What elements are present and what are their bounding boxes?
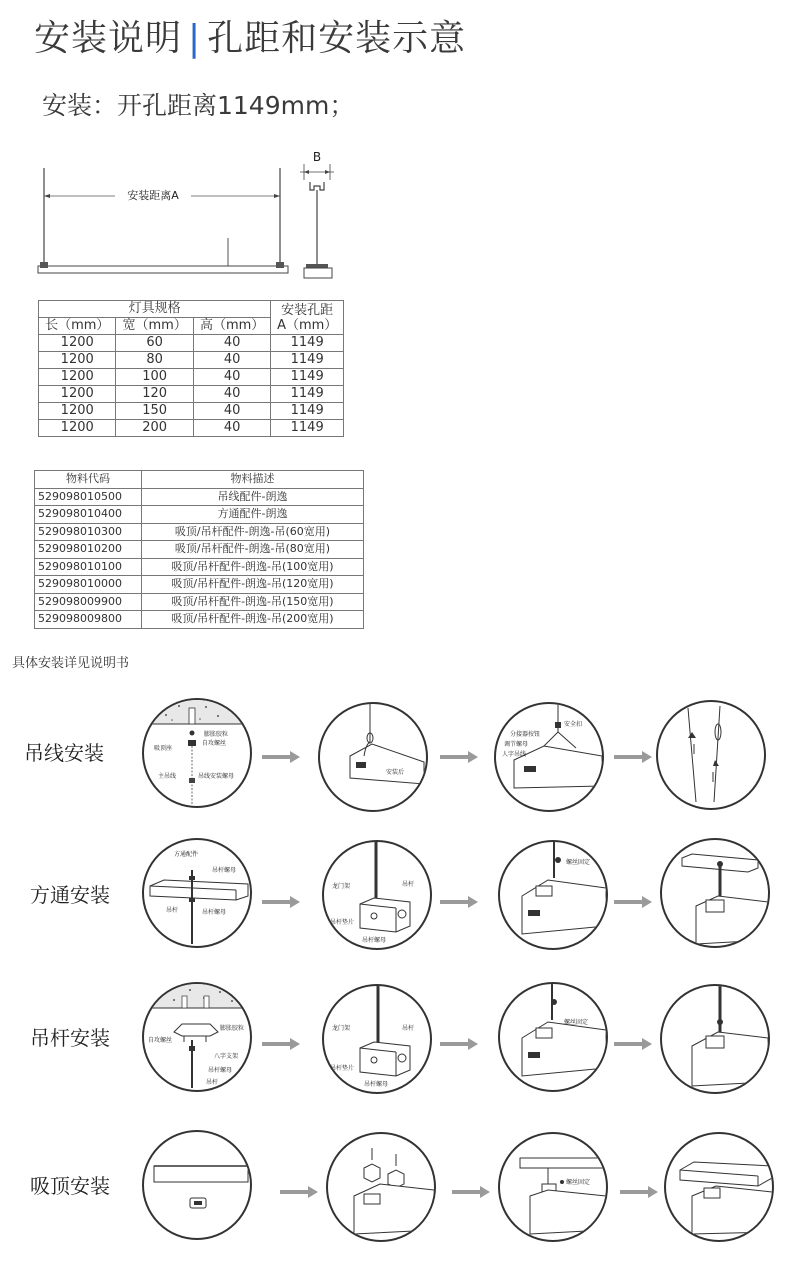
label-wire-install: 吊线安装 — [24, 741, 104, 765]
material-col-code: 物料代码 — [35, 471, 142, 489]
b-label: B — [312, 150, 322, 164]
ceiling-step-3 — [498, 1132, 608, 1242]
table-row: 1200 150 40 1149 — [39, 403, 344, 420]
ceiling-step-4 — [664, 1132, 774, 1242]
arrow-right-icon — [440, 1038, 478, 1050]
svg-text:吊杆: 吊杆 — [402, 881, 415, 888]
svg-text:吊杆: 吊杆 — [206, 1079, 219, 1086]
svg-text:自攻螺丝: 自攻螺丝 — [148, 1037, 173, 1044]
svg-text:吊杆螺母: 吊杆螺母 — [212, 867, 237, 874]
svg-text:吊杆螺母: 吊杆螺母 — [208, 1067, 233, 1074]
arrow-right-icon — [262, 1038, 300, 1050]
table-row: 529098009900 吸顶/吊杆配件-朗逸-吊(150宽用) — [35, 593, 364, 611]
rod-step-3 — [498, 982, 608, 1092]
material-col-desc: 物料描述 — [142, 471, 364, 489]
wire-step-3 — [494, 702, 604, 812]
svg-text:吊杆垫片: 吊杆垫片 — [330, 1065, 355, 1072]
install-hole-distance: 安装：开孔距离1149mm； — [42, 91, 355, 120]
svg-text:安全扣: 安全扣 — [564, 721, 583, 728]
wire-step-1 — [142, 698, 252, 808]
ceiling-step-2 — [326, 1132, 436, 1242]
arrow-right-icon — [262, 896, 300, 908]
title-left: 安装说明 — [34, 18, 183, 59]
title-divider: | — [188, 18, 202, 59]
arrow-right-icon — [452, 1186, 490, 1198]
tube-step-4 — [660, 838, 770, 948]
tube-step-1 — [142, 838, 252, 948]
svg-text:吸顶座: 吸顶座 — [154, 745, 173, 752]
label-rod-install: 吊杆安装 — [30, 1026, 110, 1050]
spec-hole-header: 安装孔距 A（mm） — [271, 301, 344, 335]
svg-text:吊杆: 吊杆 — [402, 1025, 415, 1032]
rod-step-1 — [142, 982, 252, 1092]
svg-text:吊杆螺母: 吊杆螺母 — [202, 909, 227, 916]
table-row: 529098010300 吸顶/吊杆配件-朗逸-吊(60宽用) — [35, 523, 364, 541]
label-ceiling-install: 吸顶安装 — [30, 1174, 110, 1198]
svg-text:自攻螺丝: 自攻螺丝 — [202, 740, 227, 747]
tube-step-3 — [498, 840, 608, 950]
svg-text:龙门架: 龙门架 — [332, 883, 351, 890]
svg-text:方通配件: 方通配件 — [174, 851, 199, 858]
arrow-right-icon — [614, 1038, 652, 1050]
svg-text:八字支架: 八字支架 — [214, 1053, 239, 1060]
table-row: 1200 200 40 1149 — [39, 420, 344, 437]
svg-text:吊线安装螺母: 吊线安装螺母 — [198, 773, 235, 780]
table-row: 1200 120 40 1149 — [39, 386, 344, 403]
table-row: 1200 80 40 1149 — [39, 352, 344, 369]
spec-table — [38, 300, 344, 437]
spec-col-length: 长（mm） — [39, 318, 116, 335]
table-row: 529098010200 吸顶/吊杆配件-朗逸-吊(80宽用) — [35, 541, 364, 559]
table-row: 529098010000 吸顶/吊杆配件-朗逸-吊(120宽用) — [35, 576, 364, 594]
arrow-right-icon — [440, 896, 478, 908]
svg-text:调节螺母: 调节螺母 — [504, 741, 529, 748]
arrow-right-icon — [614, 751, 652, 763]
svg-text:吊杆: 吊杆 — [166, 907, 179, 914]
table-row: 529098010500 吊线配件-朗逸 — [35, 488, 364, 506]
svg-text:主吊线: 主吊线 — [158, 773, 177, 780]
svg-text:螺丝固定: 螺丝固定 — [566, 1179, 591, 1186]
dimension-diagram — [30, 150, 360, 285]
table-row: 1200 100 40 1149 — [39, 369, 344, 386]
spec-col-height: 高（mm） — [193, 318, 270, 335]
rod-step-2 — [322, 984, 432, 1094]
spec-group-header: 灯具规格 — [39, 301, 271, 318]
svg-text:人字吊线: 人字吊线 — [502, 751, 527, 758]
tube-step-2 — [322, 840, 432, 950]
spec-col-width: 宽（mm） — [116, 318, 193, 335]
arrow-right-icon — [440, 751, 478, 763]
svg-text:膨胀胶粒: 膨胀胶粒 — [204, 731, 229, 738]
label-tube-install: 方通安装 — [30, 883, 110, 907]
svg-text:安装后: 安装后 — [386, 769, 405, 776]
svg-text:吊杆垫片: 吊杆垫片 — [330, 919, 355, 926]
table-row: 1200 60 40 1149 — [39, 335, 344, 352]
manual-note: 具体安装详见说明书 — [12, 656, 130, 671]
svg-text:螺丝固定: 螺丝固定 — [564, 1019, 589, 1026]
page-title — [34, 10, 466, 61]
title-right: 孔距和安装示意 — [207, 18, 467, 59]
table-row: 529098010400 方通配件-朗逸 — [35, 506, 364, 524]
svg-text:螺丝固定: 螺丝固定 — [566, 859, 591, 866]
arrow-right-icon — [280, 1186, 318, 1198]
arrow-right-icon — [620, 1186, 658, 1198]
svg-text:吊杆螺母: 吊杆螺母 — [364, 1081, 389, 1088]
wire-step-4 — [656, 700, 766, 810]
distance-label: 安装距离A — [127, 189, 179, 202]
ceiling-step-1 — [142, 1130, 252, 1240]
arrow-right-icon — [262, 751, 300, 763]
svg-text:吊杆螺母: 吊杆螺母 — [362, 937, 387, 944]
arrow-right-icon — [614, 896, 652, 908]
rod-step-4 — [660, 984, 770, 1094]
svg-text:分接器按钮: 分接器按钮 — [510, 731, 541, 738]
table-row: 529098010100 吸顶/吊杆配件-朗逸-吊(100宽用) — [35, 558, 364, 576]
material-table — [34, 470, 364, 629]
svg-text:膨胀胶粒: 膨胀胶粒 — [220, 1025, 245, 1032]
table-row: 529098009800 吸顶/吊杆配件-朗逸-吊(200宽用) — [35, 611, 364, 629]
wire-step-2 — [318, 702, 428, 812]
svg-text:龙门架: 龙门架 — [332, 1025, 351, 1032]
